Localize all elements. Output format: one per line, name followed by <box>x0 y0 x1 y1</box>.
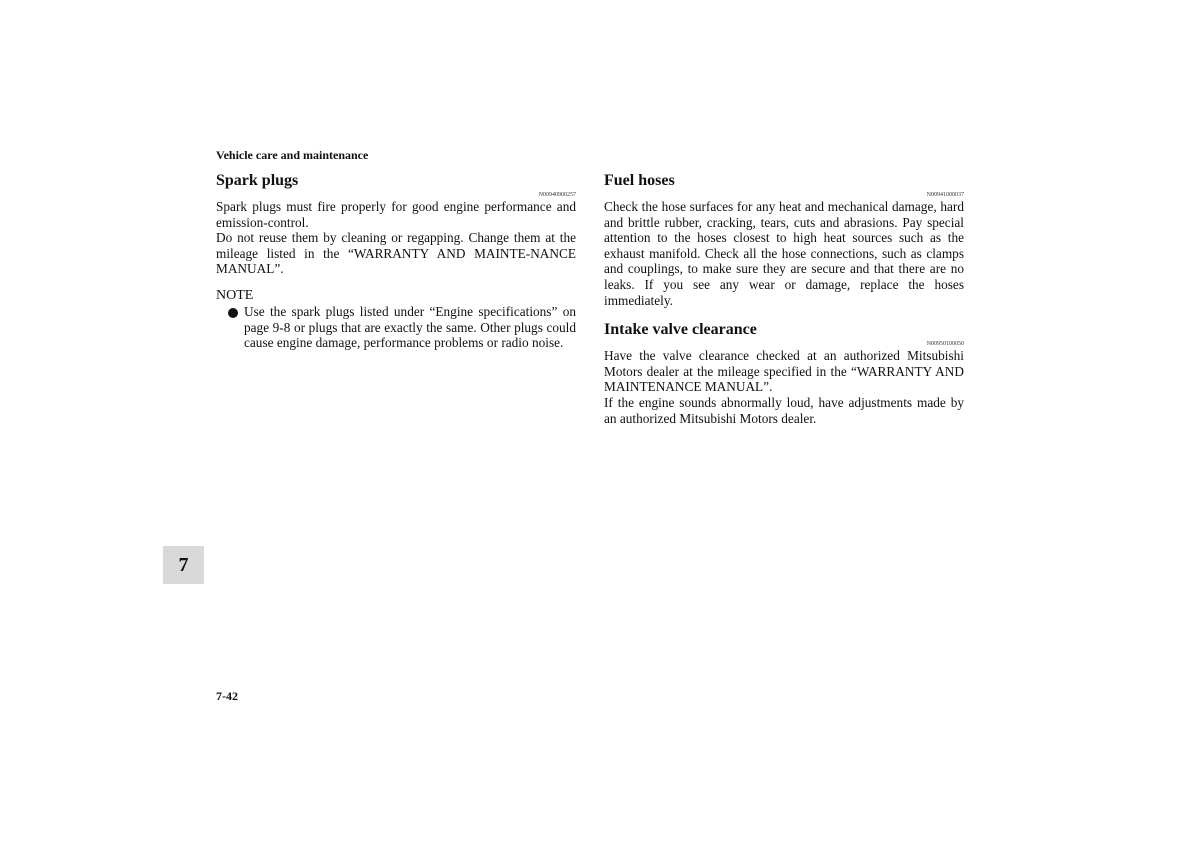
section-body <box>216 199 576 351</box>
note-item <box>216 304 576 351</box>
section-title-fuel-hoses: Fuel hoses <box>604 172 675 189</box>
chapter-tab: 7 <box>163 546 204 584</box>
note-text: Use the spark plugs listed under “Engine specifications” on page 9-8 or plugs that are exactly the same. Other plugs could cause engine damage, performance problems or radio noise. <box>244 303 576 351</box>
paragraph: Do not reuse them by cleaning or regapping. Change them at the mileage listed in the “WARRANTY AND MAINTE-NANCE MANUAL”. <box>216 230 576 277</box>
section-body <box>604 199 964 308</box>
running-head: Vehicle care and maintenance <box>216 148 369 162</box>
paragraph: Spark plugs must fire properly for good engine performance and emission-control. <box>216 199 576 230</box>
page-number: 7-42 <box>216 689 238 703</box>
right-column <box>604 171 964 426</box>
section-title-intake-valve-clearance: Intake valve clearance <box>604 321 757 339</box>
left-column <box>216 171 576 351</box>
paragraph: Have the valve clearance checked at an authorized Mitsubishi Motors dealer at the mileage specified in the “WARRANTY AND MAINTENANCE MANUAL”. <box>604 348 964 395</box>
paragraph: Check the hose surfaces for any heat and mechanical damage, hard and brittle rubber, cracking, tears, cuts and abrasions. Pay special attention to the hoses closest to high heat sources such as the exhaust manifold. Check all the hose connections, such as clamps and couplings, to make sure they are secure and that there are no leaks. If you see any wear or damage, replace the hoses immediately. <box>604 199 964 308</box>
paragraph: If the engine sounds abnormally loud, have adjustments made by an authorized Mitsubishi Motors dealer. <box>604 394 964 426</box>
bullet-icon <box>228 308 238 318</box>
note-label: NOTE <box>216 287 254 303</box>
section-title-spark-plugs: Spark plugs <box>216 172 299 189</box>
section-body <box>604 348 964 426</box>
section-code: N00941000037 <box>926 192 964 198</box>
section-code: N00940900257 <box>538 192 576 198</box>
section-code: N00950100050 <box>926 341 964 348</box>
